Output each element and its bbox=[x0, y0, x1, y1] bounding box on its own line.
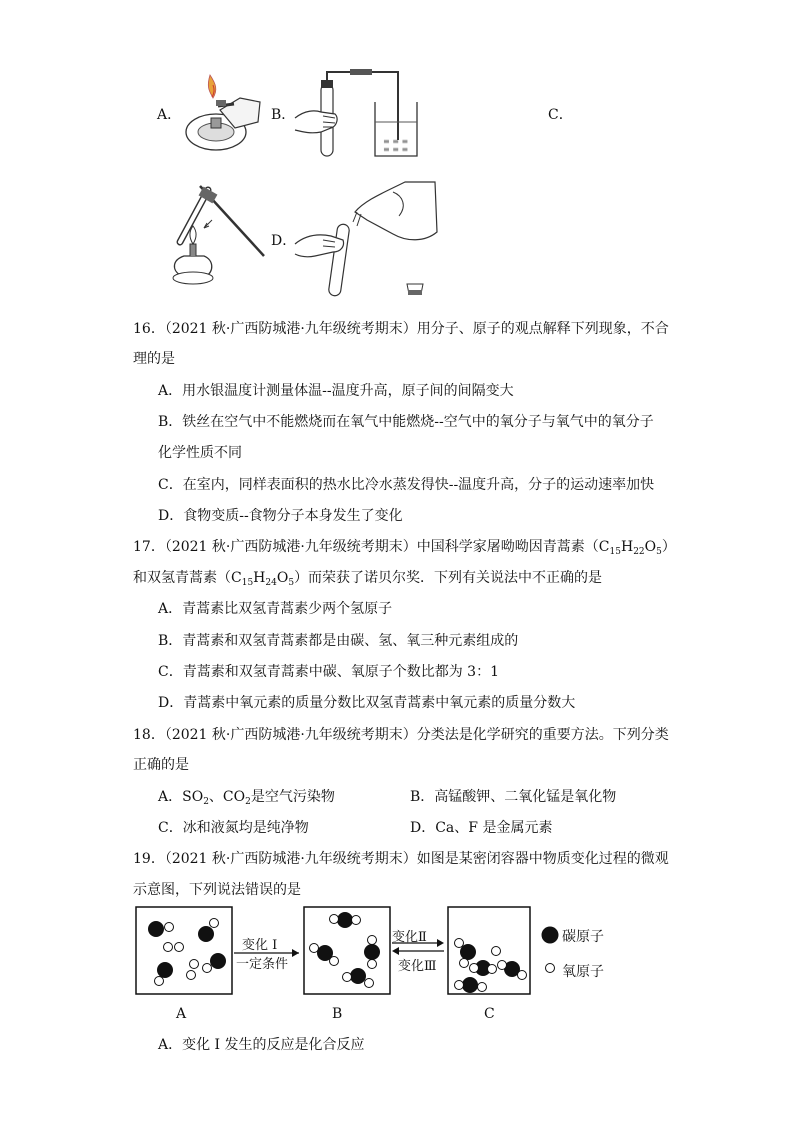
heating-test-tube-icon bbox=[160, 180, 270, 290]
svg-text:≡ ≡ ≡: ≡ ≡ ≡ bbox=[383, 145, 409, 154]
q19-stem-line-1: 19．（2021 秋·广西防城港·九年级统考期末）如图是某密闭容器中物质变化过程的微观 bbox=[133, 851, 669, 867]
q17-option-d: D．青蒿素中氧元素的质量分数比双氢青蒿素中氧元素的质量分数大 bbox=[158, 695, 576, 711]
q16-option-b-line-2: 化学性质不同 bbox=[158, 445, 242, 461]
box-b-label: B bbox=[332, 1006, 343, 1022]
q18-stem-line-1: 18．（2021 秋·广西防城港·九年级统考期末）分类法是化学研究的重要方法。下列分类 bbox=[133, 727, 669, 743]
q17-option-b: B．青蒿素和双氢青蒿素都是由碳、氢、氧三种元素组成的 bbox=[158, 633, 519, 649]
change-1-condition-label: 一定条件 bbox=[236, 957, 289, 972]
q18-option-c: C．冰和液氮均是纯净物 bbox=[158, 820, 309, 836]
legend-carbon-label: 碳原子 bbox=[562, 929, 604, 945]
svg-text:≡ ≡ ≡: ≡ ≡ ≡ bbox=[383, 137, 409, 146]
q16-stem-line-2: 理的是 bbox=[133, 351, 175, 367]
q18-stem-line-2: 正确的是 bbox=[133, 757, 189, 773]
q17-stem-line-2: 和双氢青蒿素$(C_{15}H_{24}O_5)$而荣获了诺贝尔奖．下列有关说法中不正确的是 bbox=[133, 570, 603, 588]
q16-option-d: D．食物变质--食物分子本身发生了变化 bbox=[158, 508, 403, 524]
carbon-atom-legend-icon bbox=[542, 927, 559, 944]
q16-option-b-line-1: B．铁丝在空气中不能燃烧而在氧气中能燃烧--空气中的氧分子与氧气中的氧分子 bbox=[158, 414, 654, 430]
q17-stem-line-1: 17．（2021 秋·广西防城港·九年级统考期末）中国科学家屠呦呦因青蒿素$(C_{15}H_{22}O_5)$ bbox=[133, 539, 676, 557]
q15-option-d-label: D． bbox=[271, 233, 297, 249]
airtightness-check-icon bbox=[295, 66, 425, 161]
q15-option-b-label: B． bbox=[271, 107, 296, 123]
box-c-label: C bbox=[484, 1006, 495, 1022]
q19-stem-line-2: 示意图，下列说法错误的是 bbox=[133, 882, 301, 898]
q16-option-a: A．用水银温度计测量体温--温度升高，原子间的间隔变大 bbox=[158, 383, 514, 399]
change-3-label: 变化Ⅲ bbox=[398, 959, 437, 974]
legend-oxygen-label: 氧原子 bbox=[562, 964, 604, 980]
q16-stem-line-1: 16．（2021 秋·广西防城港·九年级统考期末）用分子、原子的观点解释下列现象，不合 bbox=[133, 321, 669, 337]
q18-option-a: A．$SO_2$、$CO_2$是空气污染物 bbox=[158, 789, 335, 807]
box-a-label: A bbox=[176, 1006, 187, 1022]
q16-option-c: C．在室内，同样表面积的热水比冷水蒸发得快--温度升高，分子的运动速率加快 bbox=[158, 477, 655, 493]
pouring-liquid-icon bbox=[295, 172, 445, 302]
q15-option-c-label: C． bbox=[548, 107, 573, 123]
change-2-label: 变化Ⅱ bbox=[392, 930, 427, 945]
q15-option-a-label: A． bbox=[157, 107, 182, 123]
molecular-change-diagram bbox=[134, 905, 624, 997]
q18-option-b: B．高锰酸钾、二氧化锰是氧化物 bbox=[410, 789, 617, 805]
change-1-label: 变化 I bbox=[242, 938, 278, 953]
q17-option-a: A．青蒿素比双氢青蒿素少两个氢原子 bbox=[158, 601, 393, 617]
q17-option-c: C．青蒿素和双氢青蒿素中碳、氧原子个数比都为 3：1 bbox=[158, 664, 499, 680]
alcohol-lamp-lighting-icon bbox=[180, 70, 270, 155]
oxygen-atom-legend-icon bbox=[546, 964, 555, 973]
q18-option-d: D．Ca、F 是金属元素 bbox=[410, 820, 553, 836]
q19-option-a: A．变化 I 发生的反应是化合反应 bbox=[158, 1037, 365, 1053]
